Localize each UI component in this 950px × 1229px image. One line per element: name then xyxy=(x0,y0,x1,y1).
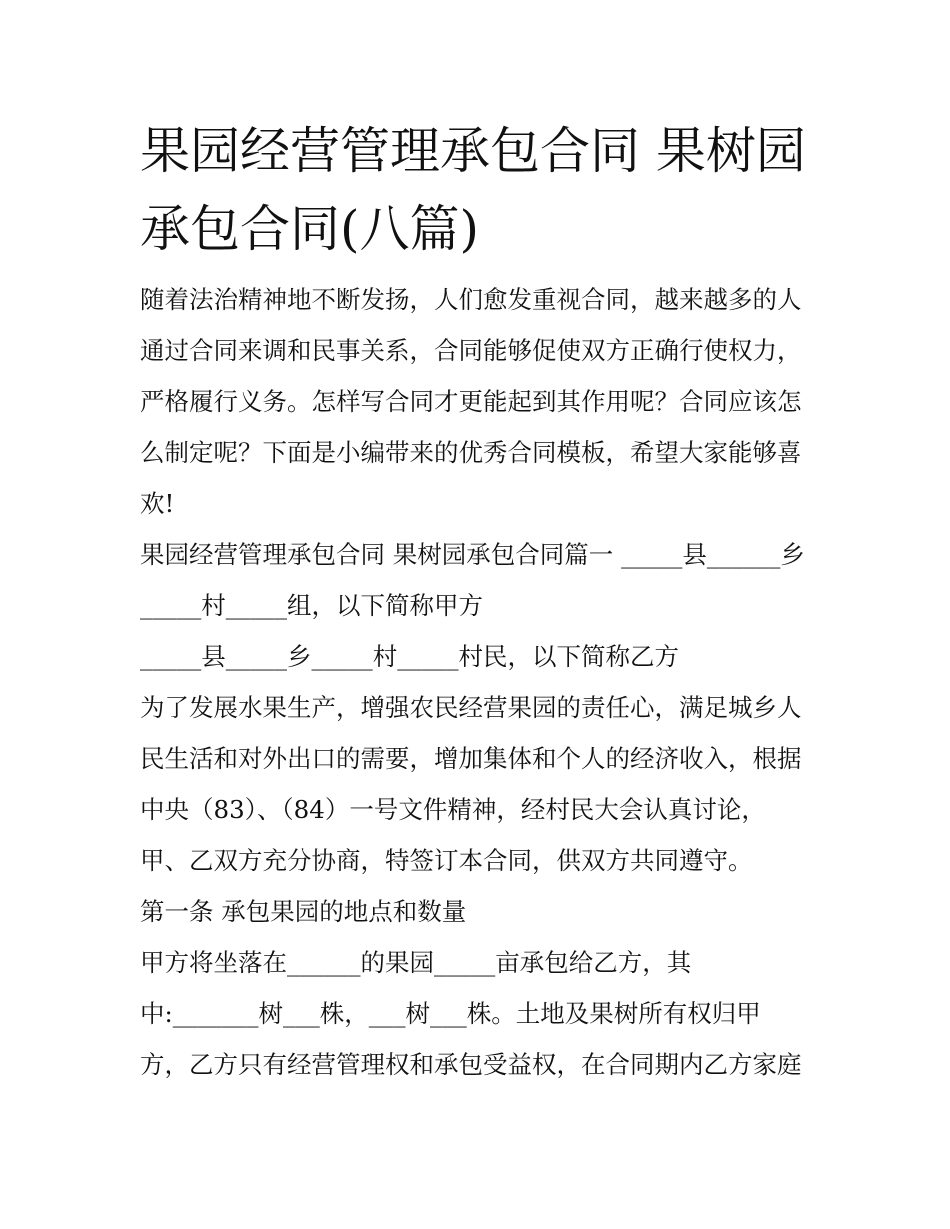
article-one-heading: 第一条 承包果园的地点和数量 xyxy=(140,897,467,926)
title-line-1: 果园经营管理承包合同 果树园 xyxy=(140,122,806,180)
body-line-16: 方，乙方只有经营管理权和承包受益权，在合同期内乙方家庭 xyxy=(140,1050,802,1079)
party-a-line: _____村_____组，以下简称甲方 xyxy=(140,591,483,620)
body-line-1: 随着法治精神地不断发扬，人们愈发重视合同，越来越多的人 xyxy=(140,285,802,314)
party-b-line: _____县_____乡_____村_____村民，以下简称乙方 xyxy=(140,642,679,671)
title-line-2: 承包合同(八篇) xyxy=(140,200,480,258)
body-line-15: 中:_______树___株，___树___株。土地及果树所有权归甲 xyxy=(140,999,761,1028)
body-line-14: 甲方将坐落在______的果园_____亩承包给乙方，其 xyxy=(140,948,692,977)
document-title xyxy=(140,112,820,268)
body-line-3: 严格履行义务。怎样写合同才更能起到其作用呢？合同应该怎 xyxy=(140,387,802,416)
body-line-9: 为了发展水果生产，增强农民经营果园的责任心，满足城乡人 xyxy=(140,693,802,722)
body-line-4: 么制定呢？下面是小编带来的优秀合同模板，希望大家能够喜 xyxy=(140,438,802,467)
section-heading-line: 果园经营管理承包合同 果树园承包合同篇一 _____县______乡 xyxy=(140,540,805,569)
body-line-10: 民生活和对外出口的需要，增加集体和个人的经济收入，根据 xyxy=(140,744,802,773)
body-line-5: 欢! xyxy=(140,489,175,518)
body-line-11: 中央（83）、（84）一号文件精神，经村民大会认真讨论， xyxy=(140,795,766,824)
body-line-2: 通过合同来调和民事关系，合同能够促使双方正确行使权力， xyxy=(140,336,802,365)
body-line-12: 甲、乙双方充分协商，特签订本合同，供双方共同遵守。 xyxy=(140,846,753,875)
